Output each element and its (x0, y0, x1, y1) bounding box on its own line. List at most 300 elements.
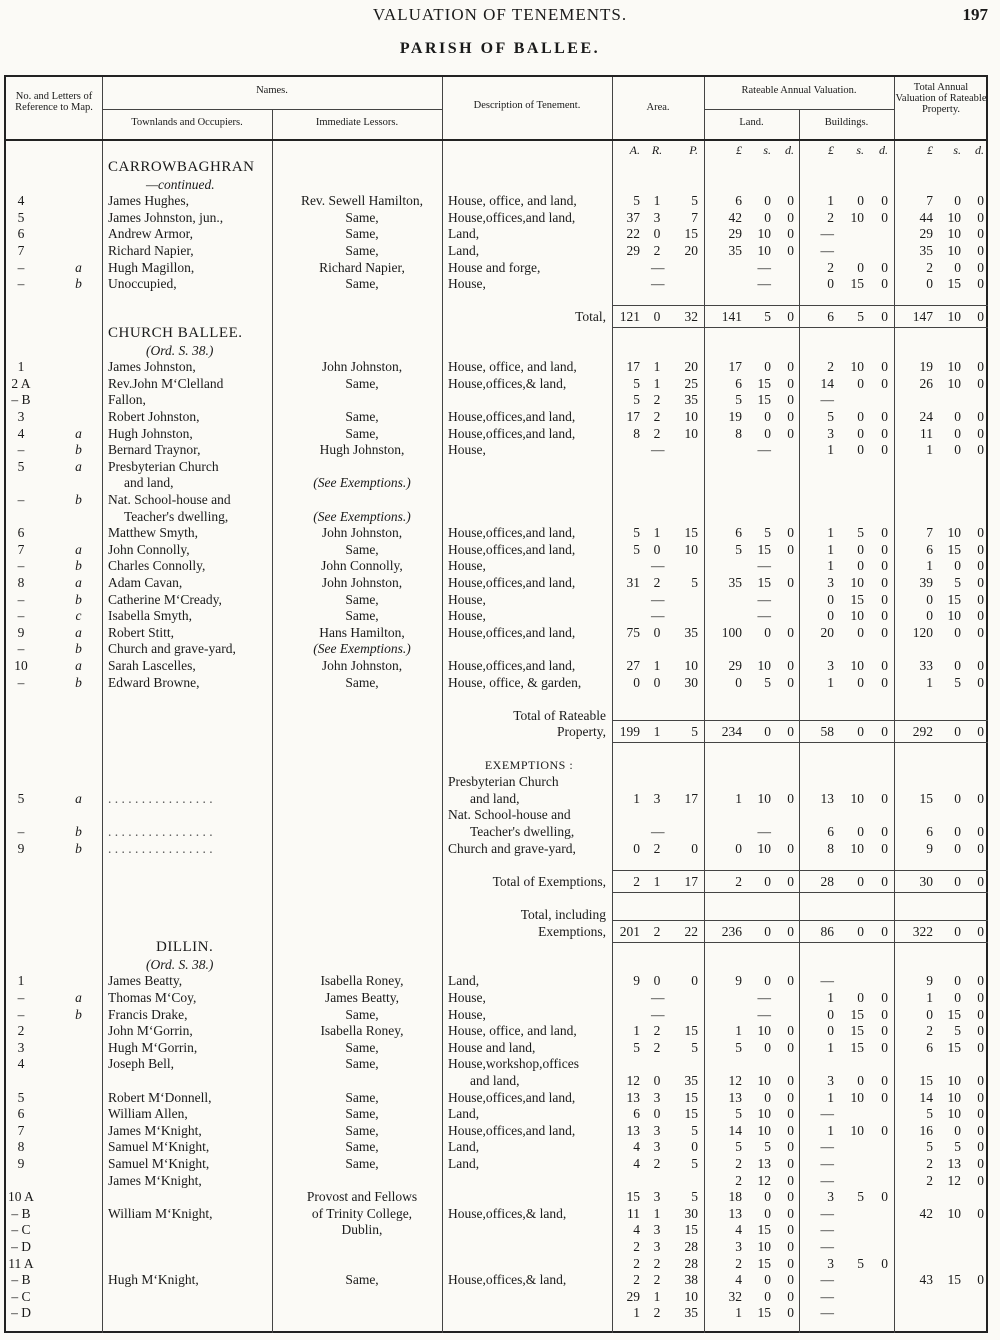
immediate-lessor: Same, (345, 1006, 379, 1022)
buildings-valuation: 0 (881, 990, 888, 1005)
area-value: 30 (684, 1205, 698, 1221)
land-valuation: 12 (757, 1172, 771, 1188)
table-row (6, 441, 990, 458)
occupier-name: Robert Johnston, (108, 409, 200, 424)
total-valuation: 292 (912, 724, 933, 740)
tenement-description: Church and grave-yard, (448, 840, 576, 856)
immediate-lessor: (See Exemptions.) (313, 508, 411, 524)
table-row (6, 391, 990, 408)
total-valuation: 0 (977, 840, 984, 856)
map-reference-number: – B (11, 392, 31, 408)
immediate-lessor: (See Exemptions.) (313, 641, 411, 657)
map-reference-letter: b (75, 276, 82, 292)
total-valuation: 10 (947, 209, 961, 225)
map-reference-letter: a (75, 458, 82, 474)
occupier-name: Sarah Lascelles, (108, 658, 196, 673)
land-valuation: 13 (728, 1089, 742, 1105)
immediate-lessor: Same, (345, 1122, 379, 1138)
area-value: 17 (684, 790, 698, 806)
land-valuation: 6 (735, 375, 742, 391)
total-valuation: 0 (977, 1205, 984, 1221)
area-value: 5 (691, 193, 698, 209)
immediate-lessor: John Johnston, (321, 658, 403, 673)
land-valuation: 0 (764, 973, 771, 989)
area-value: 0 (653, 541, 661, 557)
tenement-description: House and forge, (448, 259, 541, 275)
occupier-name: Francis Drake, (108, 1006, 188, 1022)
buildings-valuation: 0 (857, 1073, 864, 1088)
map-reference-letter: a (75, 425, 82, 441)
total-valuation: 5 (926, 1106, 933, 1122)
total-valuation: 5 (954, 575, 961, 590)
land-valuation: — (757, 276, 771, 292)
map-reference-letter: b (75, 674, 82, 690)
buildings-valuation: 10 (850, 840, 864, 856)
col-header-area: Area. (646, 102, 670, 113)
total-valuation: 30 (919, 873, 933, 889)
total-valuation: 0 (977, 193, 984, 209)
map-reference-number: 1 (17, 973, 25, 989)
money-unit-label: s. (763, 143, 771, 157)
land-valuation: 29 (728, 658, 742, 673)
map-reference-letter: b (75, 641, 82, 657)
table-row (6, 358, 990, 375)
land-valuation: 12 (728, 1073, 742, 1088)
buildings-valuation: 0 (881, 824, 888, 839)
area-value: 8 (633, 425, 640, 441)
area-value: 10 (684, 541, 698, 557)
total-valuation: 10 (947, 359, 961, 375)
buildings-valuation: — (820, 1205, 834, 1221)
map-reference-number: 5 (17, 458, 25, 474)
land-valuation: 0 (787, 1255, 794, 1271)
area-value: 29 (626, 243, 640, 258)
tenement-description: House,offices,and land, (448, 575, 576, 590)
buildings-valuation: 0 (881, 674, 888, 690)
map-reference-letter: b (75, 492, 82, 507)
immediate-lessor: Same, (345, 674, 379, 690)
total-valuation: 0 (977, 790, 984, 806)
immediate-lessor: Dublin, (341, 1222, 383, 1238)
area-value: 2 (653, 1255, 661, 1271)
occupier-name: William Allen, (108, 1106, 188, 1122)
land-valuation: 0 (764, 873, 771, 889)
land-valuation: 42 (728, 209, 742, 225)
money-unit-label: s. (856, 143, 864, 157)
land-valuation: 10 (757, 1023, 771, 1039)
total-valuation: 0 (977, 1156, 984, 1171)
land-valuation: — (757, 442, 771, 458)
land-valuation: 5 (735, 1106, 742, 1122)
buildings-valuation: 10 (850, 1089, 864, 1105)
area-value: 35 (684, 392, 698, 408)
area-value: 1 (653, 658, 661, 673)
total-rule (612, 870, 988, 871)
total-valuation: 26 (919, 375, 933, 391)
land-valuation: 2 (735, 873, 742, 889)
area-value: 4 (633, 1156, 640, 1171)
buildings-valuation: 0 (881, 591, 888, 607)
occupier-name: James Johnston, (108, 359, 196, 375)
tenement-description: Presbyterian Church (448, 774, 559, 790)
land-valuation: 0 (787, 658, 794, 673)
total-valuation: 7 (926, 193, 933, 209)
map-reference-number: 7 (17, 243, 25, 258)
buildings-valuation: 0 (881, 840, 888, 856)
land-valuation: — (757, 608, 771, 624)
immediate-lessor: Isabella Roney, (320, 1023, 404, 1039)
map-reference-letter: a (75, 624, 82, 640)
total-valuation: 0 (977, 558, 984, 574)
buildings-valuation: 15 (850, 1039, 864, 1055)
map-reference-number: – (17, 591, 25, 607)
area-value: 5 (633, 1039, 640, 1055)
table-row (6, 259, 990, 276)
area-value: — (651, 824, 665, 839)
area-value: 0 (653, 226, 661, 242)
total-valuation: 0 (926, 276, 933, 292)
land-valuation: 0 (787, 1073, 794, 1088)
money-unit-label: d. (975, 143, 984, 157)
buildings-valuation: 0 (881, 558, 888, 574)
occupier-name: (Ord. S. 38.) (146, 342, 214, 358)
total-valuation: 5 (954, 674, 961, 690)
occupier-name: James Johnston, jun., (108, 209, 224, 225)
tenement-description: House and land, (448, 1039, 536, 1055)
occupier-name: James M‘Knight, (108, 1122, 202, 1138)
immediate-lessor: John Connolly, (321, 558, 403, 574)
total-valuation: 0 (977, 1139, 984, 1155)
total-valuation: 0 (977, 359, 984, 375)
total-valuation: 0 (977, 425, 984, 441)
total-valuation: 0 (977, 674, 984, 690)
buildings-valuation: 2 (827, 359, 834, 375)
buildings-valuation: 0 (881, 442, 888, 458)
land-valuation: 13 (757, 1156, 771, 1171)
area-value: 3 (653, 1239, 661, 1254)
money-unit-label: £ (736, 143, 742, 157)
total-valuation: 16 (919, 1122, 933, 1138)
total-valuation: 10 (947, 375, 961, 391)
land-valuation: 15 (757, 392, 771, 408)
land-valuation: 5 (735, 1139, 742, 1155)
tenement-description: House, (448, 990, 486, 1005)
land-valuation: — (757, 259, 771, 275)
land-valuation: 13 (728, 1205, 742, 1221)
occupier-name: Unoccupied, (108, 276, 177, 292)
buildings-valuation: 0 (881, 790, 888, 806)
total-valuation: 15 (947, 591, 961, 607)
buildings-valuation: 0 (857, 558, 864, 574)
land-valuation: 0 (787, 209, 794, 225)
table-row (6, 375, 990, 392)
buildings-valuation: 0 (827, 591, 834, 607)
land-valuation: 35 (728, 575, 742, 590)
buildings-valuation: 3 (827, 425, 834, 441)
table-row (6, 1205, 990, 1222)
area-value: 4 (633, 1222, 640, 1238)
land-valuation: 0 (787, 226, 794, 242)
total-valuation: 11 (920, 425, 933, 441)
area-value: 10 (684, 1288, 698, 1304)
buildings-valuation: 0 (857, 541, 864, 557)
table-row (6, 308, 990, 325)
area-value: 35 (684, 1073, 698, 1088)
buildings-valuation: 0 (881, 209, 888, 225)
area-value: 4 (633, 1139, 640, 1155)
table-row (6, 508, 990, 525)
col-header-townlands: Townlands and Occupiers. (131, 117, 243, 128)
total-valuation: 0 (977, 1172, 984, 1188)
map-reference-number: 4 (17, 193, 25, 209)
total-valuation: 10 (947, 1106, 961, 1122)
land-valuation: 0 (787, 525, 794, 541)
land-valuation: 3 (735, 1239, 742, 1254)
total-valuation: 10 (947, 1089, 961, 1105)
land-valuation: 0 (787, 541, 794, 557)
total-valuation: 0 (977, 276, 984, 292)
immediate-lessor: Same, (345, 1156, 379, 1171)
money-unit-label: £ (927, 143, 933, 157)
area-value: 0 (653, 309, 661, 325)
total-valuation: 0 (977, 990, 984, 1005)
area-value: 2 (653, 243, 661, 258)
table-row (6, 690, 990, 707)
tenement-description: Property, (557, 724, 606, 740)
buildings-valuation: 10 (850, 608, 864, 624)
total-valuation: 0 (977, 575, 984, 590)
table-row (6, 591, 990, 608)
col-header-description: Description of Tenement. (473, 100, 581, 111)
immediate-lessor: Hugh Johnston, (319, 442, 405, 458)
total-rule (612, 720, 988, 721)
land-valuation: 0 (787, 1205, 794, 1221)
buildings-valuation: 0 (881, 923, 888, 939)
area-value: 22 (684, 923, 698, 939)
land-valuation: 2 (735, 1172, 742, 1188)
tenement-description: Total of Exemptions, (492, 873, 606, 889)
buildings-valuation: 0 (881, 1255, 888, 1271)
area-value: 11 (627, 1205, 640, 1221)
buildings-valuation: 15 (850, 1023, 864, 1039)
land-valuation: 0 (787, 309, 794, 325)
table-row (6, 1271, 990, 1288)
table-row (6, 657, 990, 674)
table-row (6, 1022, 990, 1039)
area-value: 2 (653, 923, 661, 939)
table-row (6, 1138, 990, 1155)
immediate-lessor: of Trinity College, (311, 1205, 413, 1221)
immediate-lessor: Same, (345, 1056, 379, 1072)
buildings-valuation: 10 (850, 575, 864, 590)
map-reference-number: – B (11, 1205, 31, 1221)
map-reference-number: – (17, 442, 25, 458)
buildings-valuation: 3 (827, 1073, 834, 1088)
area-value: 15 (684, 1089, 698, 1105)
table-row (6, 1055, 990, 1072)
table-row (6, 956, 990, 973)
occupier-name: Isabella Smyth, (108, 608, 192, 624)
area-value: 2 (633, 1239, 640, 1254)
total-valuation: 0 (977, 259, 984, 275)
immediate-lessor: Same, (345, 1106, 379, 1122)
land-valuation: 32 (728, 1288, 742, 1304)
map-reference-letter: b (75, 558, 82, 574)
buildings-valuation: 0 (857, 923, 864, 939)
total-valuation: 9 (926, 973, 933, 989)
immediate-lessor: Same, (345, 409, 379, 424)
buildings-valuation: — (820, 1172, 834, 1188)
area-value: 6 (633, 1106, 640, 1122)
map-reference-number: 5 (17, 1089, 25, 1105)
land-valuation: — (757, 1006, 771, 1022)
table-row (6, 1155, 990, 1172)
area-value: 9 (633, 973, 640, 989)
occupier-name: Nat. School-house and (108, 492, 231, 507)
table-row (6, 159, 990, 176)
buildings-valuation: 10 (850, 1122, 864, 1138)
area-value: 27 (626, 658, 640, 673)
land-valuation: 15 (757, 1305, 771, 1321)
occupier-name: Charles Connolly, (108, 558, 206, 574)
buildings-valuation: 0 (881, 525, 888, 541)
tenement-description: House, (448, 276, 486, 292)
area-value: 17 (626, 409, 640, 424)
land-valuation: 5 (735, 1039, 742, 1055)
col-header-buildings: Buildings. (824, 117, 869, 128)
area-value: 5 (691, 1156, 698, 1171)
buildings-valuation: — (820, 1239, 834, 1254)
tenement-description: Land, (448, 1106, 480, 1122)
total-valuation: 0 (977, 624, 984, 640)
buildings-valuation: 5 (857, 1189, 864, 1205)
tenement-description: House, (448, 591, 486, 607)
buildings-valuation: 20 (820, 624, 834, 640)
buildings-valuation: — (820, 1106, 834, 1122)
buildings-valuation: 1 (827, 1089, 834, 1105)
occupier-name: Robert Stitt, (108, 624, 175, 640)
area-value: 199 (619, 724, 640, 740)
area-value: 1 (653, 193, 661, 209)
area-value: 5 (691, 1039, 698, 1055)
total-valuation: 0 (977, 658, 984, 673)
map-reference-letter: b (75, 840, 82, 856)
buildings-valuation: 5 (857, 1255, 864, 1271)
map-reference-number: 7 (17, 541, 25, 557)
land-valuation: 0 (764, 923, 771, 939)
area-value: 1 (633, 790, 640, 806)
land-valuation: 0 (787, 1156, 794, 1171)
buildings-valuation: 1 (827, 558, 834, 574)
land-valuation: 236 (721, 923, 742, 939)
table-row (6, 823, 990, 840)
land-valuation: 10 (757, 1106, 771, 1122)
total-valuation: 0 (977, 1039, 984, 1055)
immediate-lessor: Same, (345, 1039, 379, 1055)
occupier-name: James Hughes, (108, 193, 189, 209)
occupier-name: Church and grave-yard, (108, 641, 236, 657)
col-header-ref: No. and Letters of Reference to Map. (15, 91, 93, 113)
map-reference-number: 7 (17, 1122, 25, 1138)
total-valuation: 2 (926, 259, 933, 275)
land-valuation: 0 (787, 243, 794, 258)
map-reference-number: 5 (17, 790, 25, 806)
total-valuation: 0 (977, 1089, 984, 1105)
table-row (6, 840, 990, 857)
table-row (6, 1105, 990, 1122)
total-valuation: 0 (954, 990, 961, 1005)
land-valuation: 17 (728, 359, 742, 375)
area-value: 0 (691, 840, 698, 856)
buildings-valuation: 6 (827, 309, 834, 325)
land-valuation: 0 (787, 392, 794, 408)
total-valuation: 15 (919, 1073, 933, 1088)
tenement-description: House,offices,& land, (448, 1205, 567, 1221)
map-reference-letter: b (75, 591, 82, 607)
total-valuation: 0 (977, 873, 984, 889)
area-value: 15 (626, 1189, 640, 1205)
immediate-lessor: Same, (345, 1139, 379, 1155)
buildings-valuation: 0 (881, 658, 888, 673)
land-valuation: — (757, 824, 771, 839)
total-valuation: 0 (954, 873, 961, 889)
map-reference-number: – B (11, 1272, 31, 1288)
area-value: 17 (626, 359, 640, 375)
total-valuation: 0 (954, 259, 961, 275)
area-value: 13 (626, 1089, 640, 1105)
area-value: 2 (653, 575, 661, 590)
land-valuation: 0 (764, 1288, 771, 1304)
buildings-valuation: 14 (820, 375, 834, 391)
buildings-valuation: 0 (881, 1189, 888, 1205)
area-unit-label: A. (629, 143, 640, 157)
land-valuation: 5 (735, 392, 742, 408)
table-row (6, 458, 990, 475)
buildings-valuation: 0 (857, 425, 864, 441)
area-value: — (651, 442, 665, 458)
total-valuation: 0 (977, 973, 984, 989)
tenement-description: Land, (448, 1139, 480, 1155)
area-value: — (651, 591, 665, 607)
total-valuation: 10 (947, 226, 961, 242)
buildings-valuation: 1 (827, 1122, 834, 1138)
total-valuation: 0 (926, 608, 933, 624)
total-valuation: 0 (977, 1023, 984, 1039)
total-valuation: 0 (954, 624, 961, 640)
buildings-valuation: 1 (827, 525, 834, 541)
area-value: 35 (684, 624, 698, 640)
total-valuation: 0 (977, 1006, 984, 1022)
land-valuation: 4 (735, 1272, 742, 1288)
immediate-lessor: Same, (345, 209, 379, 225)
total-valuation: 2 (926, 1156, 933, 1171)
occupier-name: Hugh Johnston, (108, 425, 193, 441)
buildings-valuation: 0 (881, 193, 888, 209)
money-unit-label: £ (828, 143, 834, 157)
table-row (6, 790, 990, 807)
buildings-valuation: 0 (857, 442, 864, 458)
buildings-valuation: 0 (881, 1006, 888, 1022)
land-valuation: 10 (757, 1122, 771, 1138)
buildings-valuation: 0 (881, 425, 888, 441)
total-valuation: 15 (947, 541, 961, 557)
total-valuation: 0 (977, 923, 984, 939)
table-row (6, 1288, 990, 1305)
running-title: VALUATION OF TENEMENTS. (372, 5, 628, 24)
buildings-valuation: — (820, 1272, 834, 1288)
townland-name: CARROWBAGHRAN (108, 159, 255, 175)
total-valuation: 0 (977, 442, 984, 458)
